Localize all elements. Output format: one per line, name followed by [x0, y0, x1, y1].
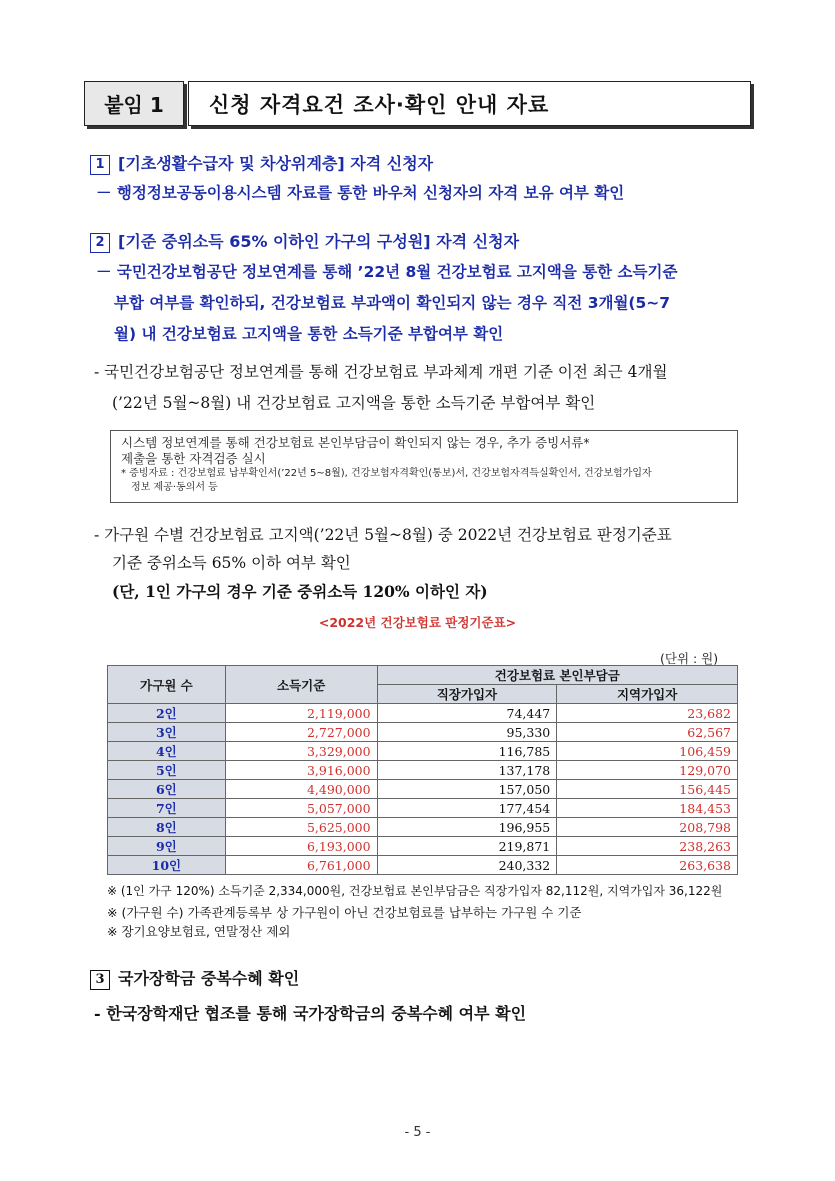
insurance-criteria-table	[107, 665, 738, 875]
section-1-heading	[90, 151, 433, 175]
header-income: 소득기준	[225, 666, 377, 704]
cell-employee: 116,785	[377, 742, 557, 761]
cell-income: 6,193,000	[225, 837, 377, 856]
sub-item-1-line-2: (’22년 5월~8월) 내 건강보험료 고지액을 통한 소득기준 부합여부 확인	[112, 394, 596, 412]
cell-regional: 23,682	[557, 704, 738, 723]
header-household: 가구원 수	[108, 666, 226, 704]
cell-employee: 219,871	[377, 837, 557, 856]
cell-income: 6,761,000	[225, 856, 377, 875]
section-1-bullet: － 행정정보공동이용시스템 자료를 통한 바우처 신청자의 자격 보유 여부 확인	[96, 184, 625, 202]
cell-employee: 137,178	[377, 761, 557, 780]
cell-income: 5,625,000	[225, 818, 377, 837]
cell-income: 4,490,000	[225, 780, 377, 799]
section-3-heading	[90, 966, 299, 990]
cell-household: 4인	[108, 742, 226, 761]
cell-employee: 157,050	[377, 780, 557, 799]
table-title: <2022년 건강보험료 판정기준표>	[318, 615, 517, 630]
table-row	[108, 742, 738, 761]
table-row	[108, 856, 738, 875]
section-1-title: [기초생활수급자 및 차상위계층] 자격 신청자	[118, 154, 434, 173]
section-3-sub: - 한국장학재단 협조를 통해 국가장학금의 중복수혜 여부 확인	[94, 1004, 527, 1023]
cell-regional: 238,263	[557, 837, 738, 856]
table-row	[108, 780, 738, 799]
table-row	[108, 799, 738, 818]
sub-item-2-line-1: - 가구원 수별 건강보험료 고지액(’22년 5월~8월) 중 2022년 건강보험료 판정기준표	[94, 526, 672, 544]
cell-income: 2,727,000	[225, 723, 377, 742]
cell-regional: 62,567	[557, 723, 738, 742]
cell-household: 7인	[108, 799, 226, 818]
cell-regional: 156,445	[557, 780, 738, 799]
table-row	[108, 818, 738, 837]
cell-household: 5인	[108, 761, 226, 780]
table-row	[108, 723, 738, 742]
cell-employee: 177,454	[377, 799, 557, 818]
verification-note-box	[110, 430, 738, 503]
sub-item-2-line-2: 기준 중위소득 65% 이하 여부 확인	[112, 554, 351, 572]
cell-income: 2,119,000	[225, 704, 377, 723]
cell-employee: 95,330	[377, 723, 557, 742]
cell-income: 3,916,000	[225, 761, 377, 780]
cell-income: 5,057,000	[225, 799, 377, 818]
header-premium-group: 건강보험료 본인부담금	[377, 666, 737, 685]
cell-employee: 240,332	[377, 856, 557, 875]
table-unit: (단위 : 원)	[660, 651, 719, 666]
attachment-badge: 붙임 1	[84, 81, 184, 126]
section-2-heading	[90, 229, 519, 253]
cell-household: 3인	[108, 723, 226, 742]
table-row	[108, 704, 738, 723]
section-3-number: 3	[90, 970, 110, 990]
cell-regional: 184,453	[557, 799, 738, 818]
cell-regional: 263,638	[557, 856, 738, 875]
footnote-1: ※ (1인 가구 120%) 소득기준 2,334,000원, 건강보험료 본인부담금은 직장가입자 82,112원, 지역가입자 36,122원	[107, 884, 723, 898]
section-1-number: 1	[90, 155, 110, 175]
sub-item-1-line-1: - 국민건강보험공단 정보연계를 통해 건강보험료 부과체계 개편 기준 이전 최근 4개월	[94, 363, 668, 381]
sub-item-2-line-3: (단, 1인 가구의 경우 기준 중위소득 120% 이하인 자)	[112, 582, 488, 601]
section-2-bullet-line-1: － 국민건강보험공단 정보연계를 통해 ’22년 8월 건강보험료 고지액을 통한 소득기준	[96, 263, 678, 281]
section-2-bullet-line-2: 부합 여부를 확인하되, 건강보험료 부과액이 확인되지 않는 경우 직전 3개월(5~7	[114, 294, 671, 312]
section-2-number: 2	[90, 233, 110, 253]
cell-household: 10인	[108, 856, 226, 875]
header-employee: 직장가입자	[377, 685, 557, 704]
section-2-bullet-line-3: 월) 내 건강보험료 고지액을 통한 소득기준 부합여부 확인	[114, 325, 504, 343]
note-line-1: 시스템 정보연계를 통해 건강보험료 본인부담금이 확인되지 않는 경우, 추가 증빙서류*	[121, 435, 590, 450]
cell-employee: 196,955	[377, 818, 557, 837]
cell-regional: 106,459	[557, 742, 738, 761]
table-row	[108, 837, 738, 856]
cell-regional: 208,798	[557, 818, 738, 837]
cell-regional: 129,070	[557, 761, 738, 780]
cell-household: 2인	[108, 704, 226, 723]
cell-employee: 74,447	[377, 704, 557, 723]
note-small-line-1: * 증빙자료 : 건강보험료 납부확인서(’22년 5~8월), 건강보험자격확인(통보)서, 건강보험자격득실확인서, 건강보험가입자	[121, 468, 652, 479]
table-row	[108, 761, 738, 780]
footnote-2: ※ (가구원 수) 가족관계등록부 상 가구원이 아닌 건강보험료를 납부하는 가구원 수 기준	[107, 905, 582, 920]
section-3-title: 국가장학금 중복수혜 확인	[118, 969, 300, 988]
page-title: 신청 자격요건 조사·확인 안내 자료	[188, 81, 751, 126]
cell-household: 6인	[108, 780, 226, 799]
cell-income: 3,329,000	[225, 742, 377, 761]
page-number: - 5 -	[404, 1125, 431, 1140]
header-regional: 지역가입자	[557, 685, 738, 704]
section-2-title: [기준 중위소득 65% 이하인 가구의 구성원] 자격 신청자	[118, 232, 520, 251]
cell-household: 9인	[108, 837, 226, 856]
cell-household: 8인	[108, 818, 226, 837]
note-line-2: 제출을 통한 자격검증 실시	[121, 451, 266, 466]
note-small-line-2: 정보 제공·동의서 등	[131, 482, 218, 493]
footnote-3: ※ 장기요양보험료, 연말정산 제외	[107, 924, 291, 939]
